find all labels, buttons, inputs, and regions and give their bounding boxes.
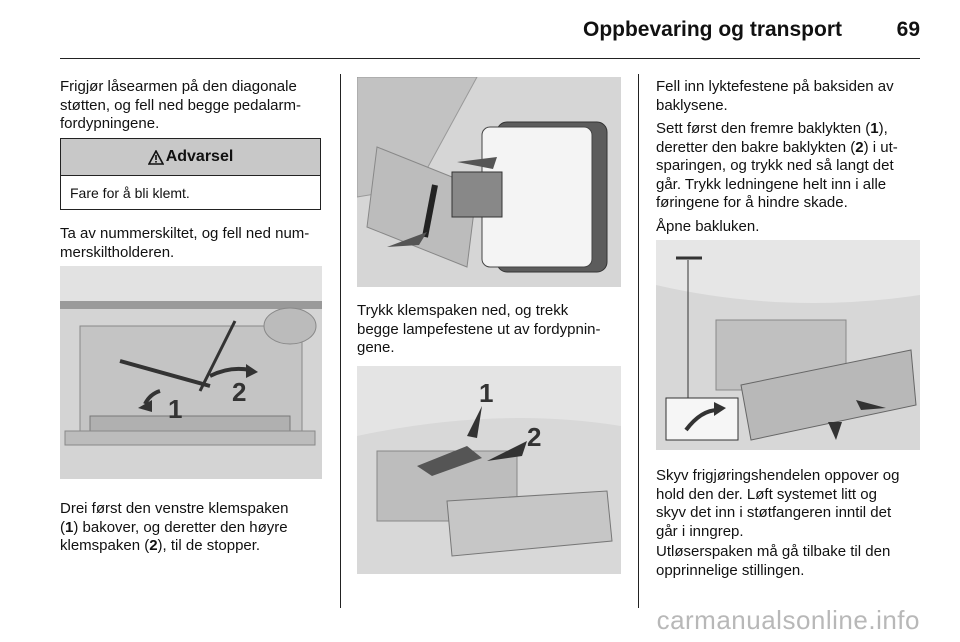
ref-number-2: 2 [149, 537, 158, 554]
left-paragraph-1: Frigjør låsearmen på den diagonale støtten, og fell ned begge pedalarm- fordypningene. [60, 78, 301, 132]
figure-lamp-removal [357, 366, 621, 574]
warning-title: Advarsel [165, 148, 234, 165]
column-divider-left [340, 74, 341, 608]
text-run: ) bakover, og deretter den høyre klemspaken ( [60, 518, 288, 554]
warning-text: Fare for å bli klemt. [70, 185, 190, 201]
figure-label-2: 2 [527, 422, 542, 452]
warning-triangle-icon [148, 150, 164, 165]
warning-box [60, 138, 321, 210]
watermark: carmanualsonline.info [656, 605, 920, 635]
figure-lamp-bracket [357, 77, 621, 287]
figure-bumper-insert [656, 240, 920, 450]
figure-label-1: 1 [479, 378, 494, 408]
header-divider [60, 58, 920, 59]
column-divider-right [638, 74, 639, 608]
right-paragraph-5: Utløserspaken må gå tilbake til den opprinnelige stillingen. [656, 543, 891, 579]
middle-paragraph-1: Trykk klemspaken ned, og trekk begge lampefestene ut av fordypnin- gene. [357, 302, 601, 356]
figure-label-2: 2 [232, 377, 247, 407]
right-paragraph-1: Fell inn lyktefestene på baksiden av baklysene. [656, 78, 894, 114]
ref-number-1: 1 [870, 120, 879, 137]
right-paragraph-2 [656, 120, 931, 213]
right-paragraph-4: Skyv frigjøringshendelen oppover og hold den der. Løft systemet litt og skyv det inn i støtfangeren inntil det går i inngrep. [656, 467, 900, 540]
ref-number-2: 2 [855, 138, 864, 156]
left-paragraph-3 [60, 500, 332, 556]
text-run: ) i ut- sparingen, og trykk ned så langt det går. Trykk ledningene helt inn i alle føringene for å hindre skade. [656, 138, 898, 211]
warning-header [61, 139, 320, 176]
text-run: Drei først den venstre klemspaken ( [60, 500, 289, 536]
text-run: ), deretter den bakre baklykten ( [656, 120, 888, 156]
page-title: Oppbevaring og transport [582, 18, 842, 41]
text-run: ), til de stopper. [157, 537, 261, 554]
page-number: 69 [896, 18, 920, 41]
ref-number-1: 1 [65, 518, 74, 536]
figure-label-1: 1 [168, 394, 183, 424]
text-run: Sett først den fremre baklykten ( [656, 120, 871, 137]
right-paragraph-3: Åpne bakluken. [656, 218, 760, 235]
figure-license-plate-holder [60, 266, 322, 479]
left-paragraph-2: Ta av nummerskiltet, og fell ned num- merskiltholderen. [60, 225, 310, 261]
